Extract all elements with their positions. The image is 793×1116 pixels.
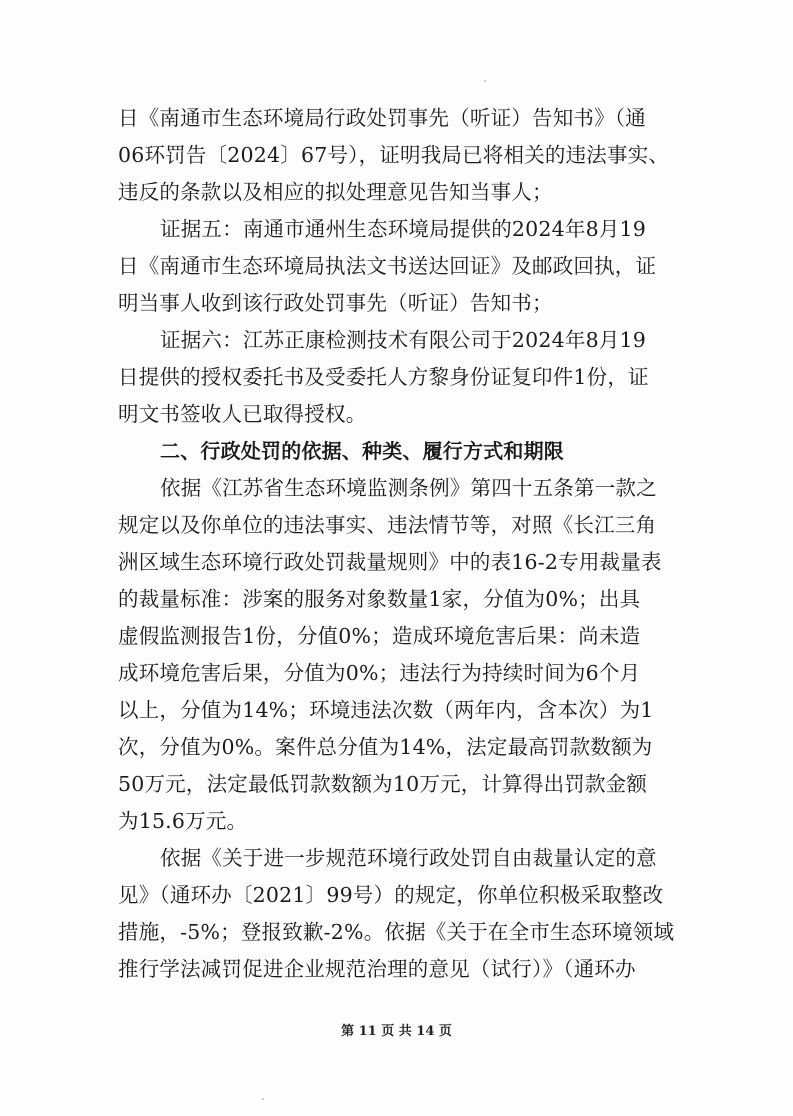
- body-line: 洲区域生态环境行政处罚裁量规则》中的表16-2专用裁量表: [118, 550, 662, 574]
- body-line: 依据《江苏省生态环境监测条例》第四十五条第一款之: [160, 476, 657, 500]
- body-line: 规定以及你单位的违法事实、违法情节等，对照《长江三角: [118, 513, 657, 537]
- body-line: 违反的条款以及相应的拟处理意见告知当事人；: [118, 180, 553, 204]
- body-line: 日提供的授权委托书及受委托人方黎身份证复印件1份，证: [118, 365, 649, 389]
- body-line: 日《南通市生态环境局行政处罚事先（听证）告知书》（通: [118, 106, 646, 130]
- body-line: 见》（通环办〔2021〕99号）的规定，你单位积极采取整改: [118, 883, 664, 907]
- body-line: 依据《关于进一步规范环境行政处罚自由裁量认定的意: [160, 846, 657, 870]
- body-line: 措施，-5%；登报致歉-2%。依据《关于在全市生态环境领域: [118, 920, 675, 944]
- body-line: 明当事人收到该行政处罚事先（听证）告知书；: [118, 291, 553, 315]
- page-number-footer: 第 11 页 共 14 页: [341, 1024, 452, 1039]
- scan-speck: [484, 80, 486, 82]
- body-line: 次，分值为0%。案件总分值为14%，法定最高罚款数额为: [118, 735, 653, 759]
- scan-speck: [262, 1098, 264, 1100]
- body-line: 以上，分值为14%；环境违法次数（两年内，含本次）为1: [118, 698, 654, 722]
- body-line: 成环境危害后果，分值为0%；违法行为持续时间为6个月: [118, 661, 641, 685]
- evidence-six-line: 证据六：江苏正康检测技术有限公司于2024年8月19: [160, 328, 646, 352]
- document-body: [118, 100, 686, 988]
- body-line: 日《南通市生态环境局执法文书送达回证》及邮政回执，证: [118, 254, 657, 278]
- body-line: 为15.6万元。: [118, 809, 248, 833]
- body-line: 的裁量标准：涉案的服务对象数量1家，分值为0%；出具: [118, 587, 641, 611]
- section-heading: 二、行政处罚的依据、种类、履行方式和期限: [160, 439, 564, 463]
- body-line: 50万元，法定最低罚款数额为10万元，计算得出罚款金额: [118, 772, 648, 796]
- body-line: 虚假监测报告1份，分值0%；造成环境危害后果：尚未造: [118, 624, 641, 648]
- body-line: 明文书签收人已取得授权。: [118, 402, 367, 426]
- evidence-five-line: 证据五：南通市通州生态环境局提供的2024年8月19: [160, 217, 646, 241]
- body-line: 06环罚告〔2024〕67号），证明我局已将相关的违法事实、: [118, 143, 670, 167]
- body-line: 推行学法减罚促进企业规范治理的意见（试行）》（通环办: [118, 957, 636, 981]
